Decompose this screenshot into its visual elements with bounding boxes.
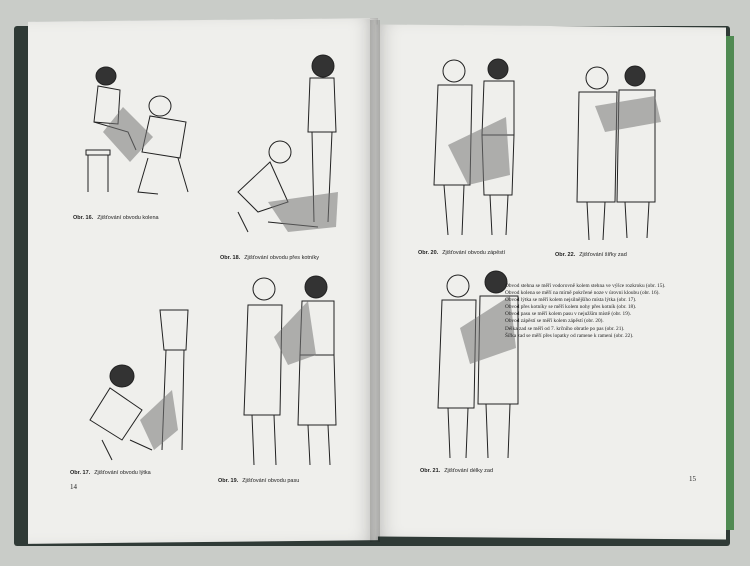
text-paragraph: Obvod kolena se měří na mírně pokrčené noze v úrovni kloubu (obr. 16). — [505, 290, 660, 297]
figure-16-illustration — [78, 62, 198, 212]
book-gutter — [370, 20, 380, 542]
figure-17-illustration — [82, 300, 202, 465]
page-number-left: 14 — [70, 483, 77, 491]
text-paragraph: Šířka zad se měří přes lopatky od ramene k rameni (obr. 22). — [505, 332, 634, 339]
text-paragraph: Obvod zápěstí se měří kolem zápěstí (obr. 20). — [505, 318, 604, 325]
page-number-right: 15 — [689, 475, 696, 483]
caption-obr-16: Obr. 16. Zjišťování obvodu kolena — [73, 215, 159, 221]
caption-obr-21: Obr. 21. Zjišťování délky zad — [420, 468, 494, 474]
figure-20-illustration — [428, 55, 528, 245]
caption-obr-22: Obr. 22. Zjišťování šířky zad — [555, 252, 627, 258]
text-paragraph: Délka zad se měří od 7. krčního obratle po pas (obr. 21). — [505, 325, 625, 332]
measurement-text-column — [505, 283, 715, 340]
figure-22-illustration — [565, 62, 675, 242]
text-paragraph: Obvod lýtka se měří kolem nejsilnějšího místa lýtka (obr. 17). — [505, 297, 637, 304]
text-paragraph: Obvod pasu se měří kolem pasu v nejužším místě (obr. 19). — [505, 311, 631, 318]
figure-19-illustration — [238, 275, 353, 475]
figure-18-illustration — [228, 52, 348, 252]
caption-obr-20: Obr. 20. Zjišťování obvodu zápěstí — [418, 250, 506, 256]
caption-obr-18: Obr. 18. Zjišťování obvodu přes kotníky — [220, 255, 320, 261]
text-paragraph: Obvod stehna se měří vodorovně kolem stehna ve výšce rozkroku (obr. 15). — [505, 283, 666, 289]
caption-obr-19: Obr. 19. Zjišťování obvodu pasu — [218, 478, 300, 484]
caption-obr-17: Obr. 17. Zjišťování obvodu lýtka — [70, 470, 151, 476]
text-paragraph: Obvod přes kotníky se měří kolem nohy přes kotník (obr. 18). — [505, 304, 637, 311]
